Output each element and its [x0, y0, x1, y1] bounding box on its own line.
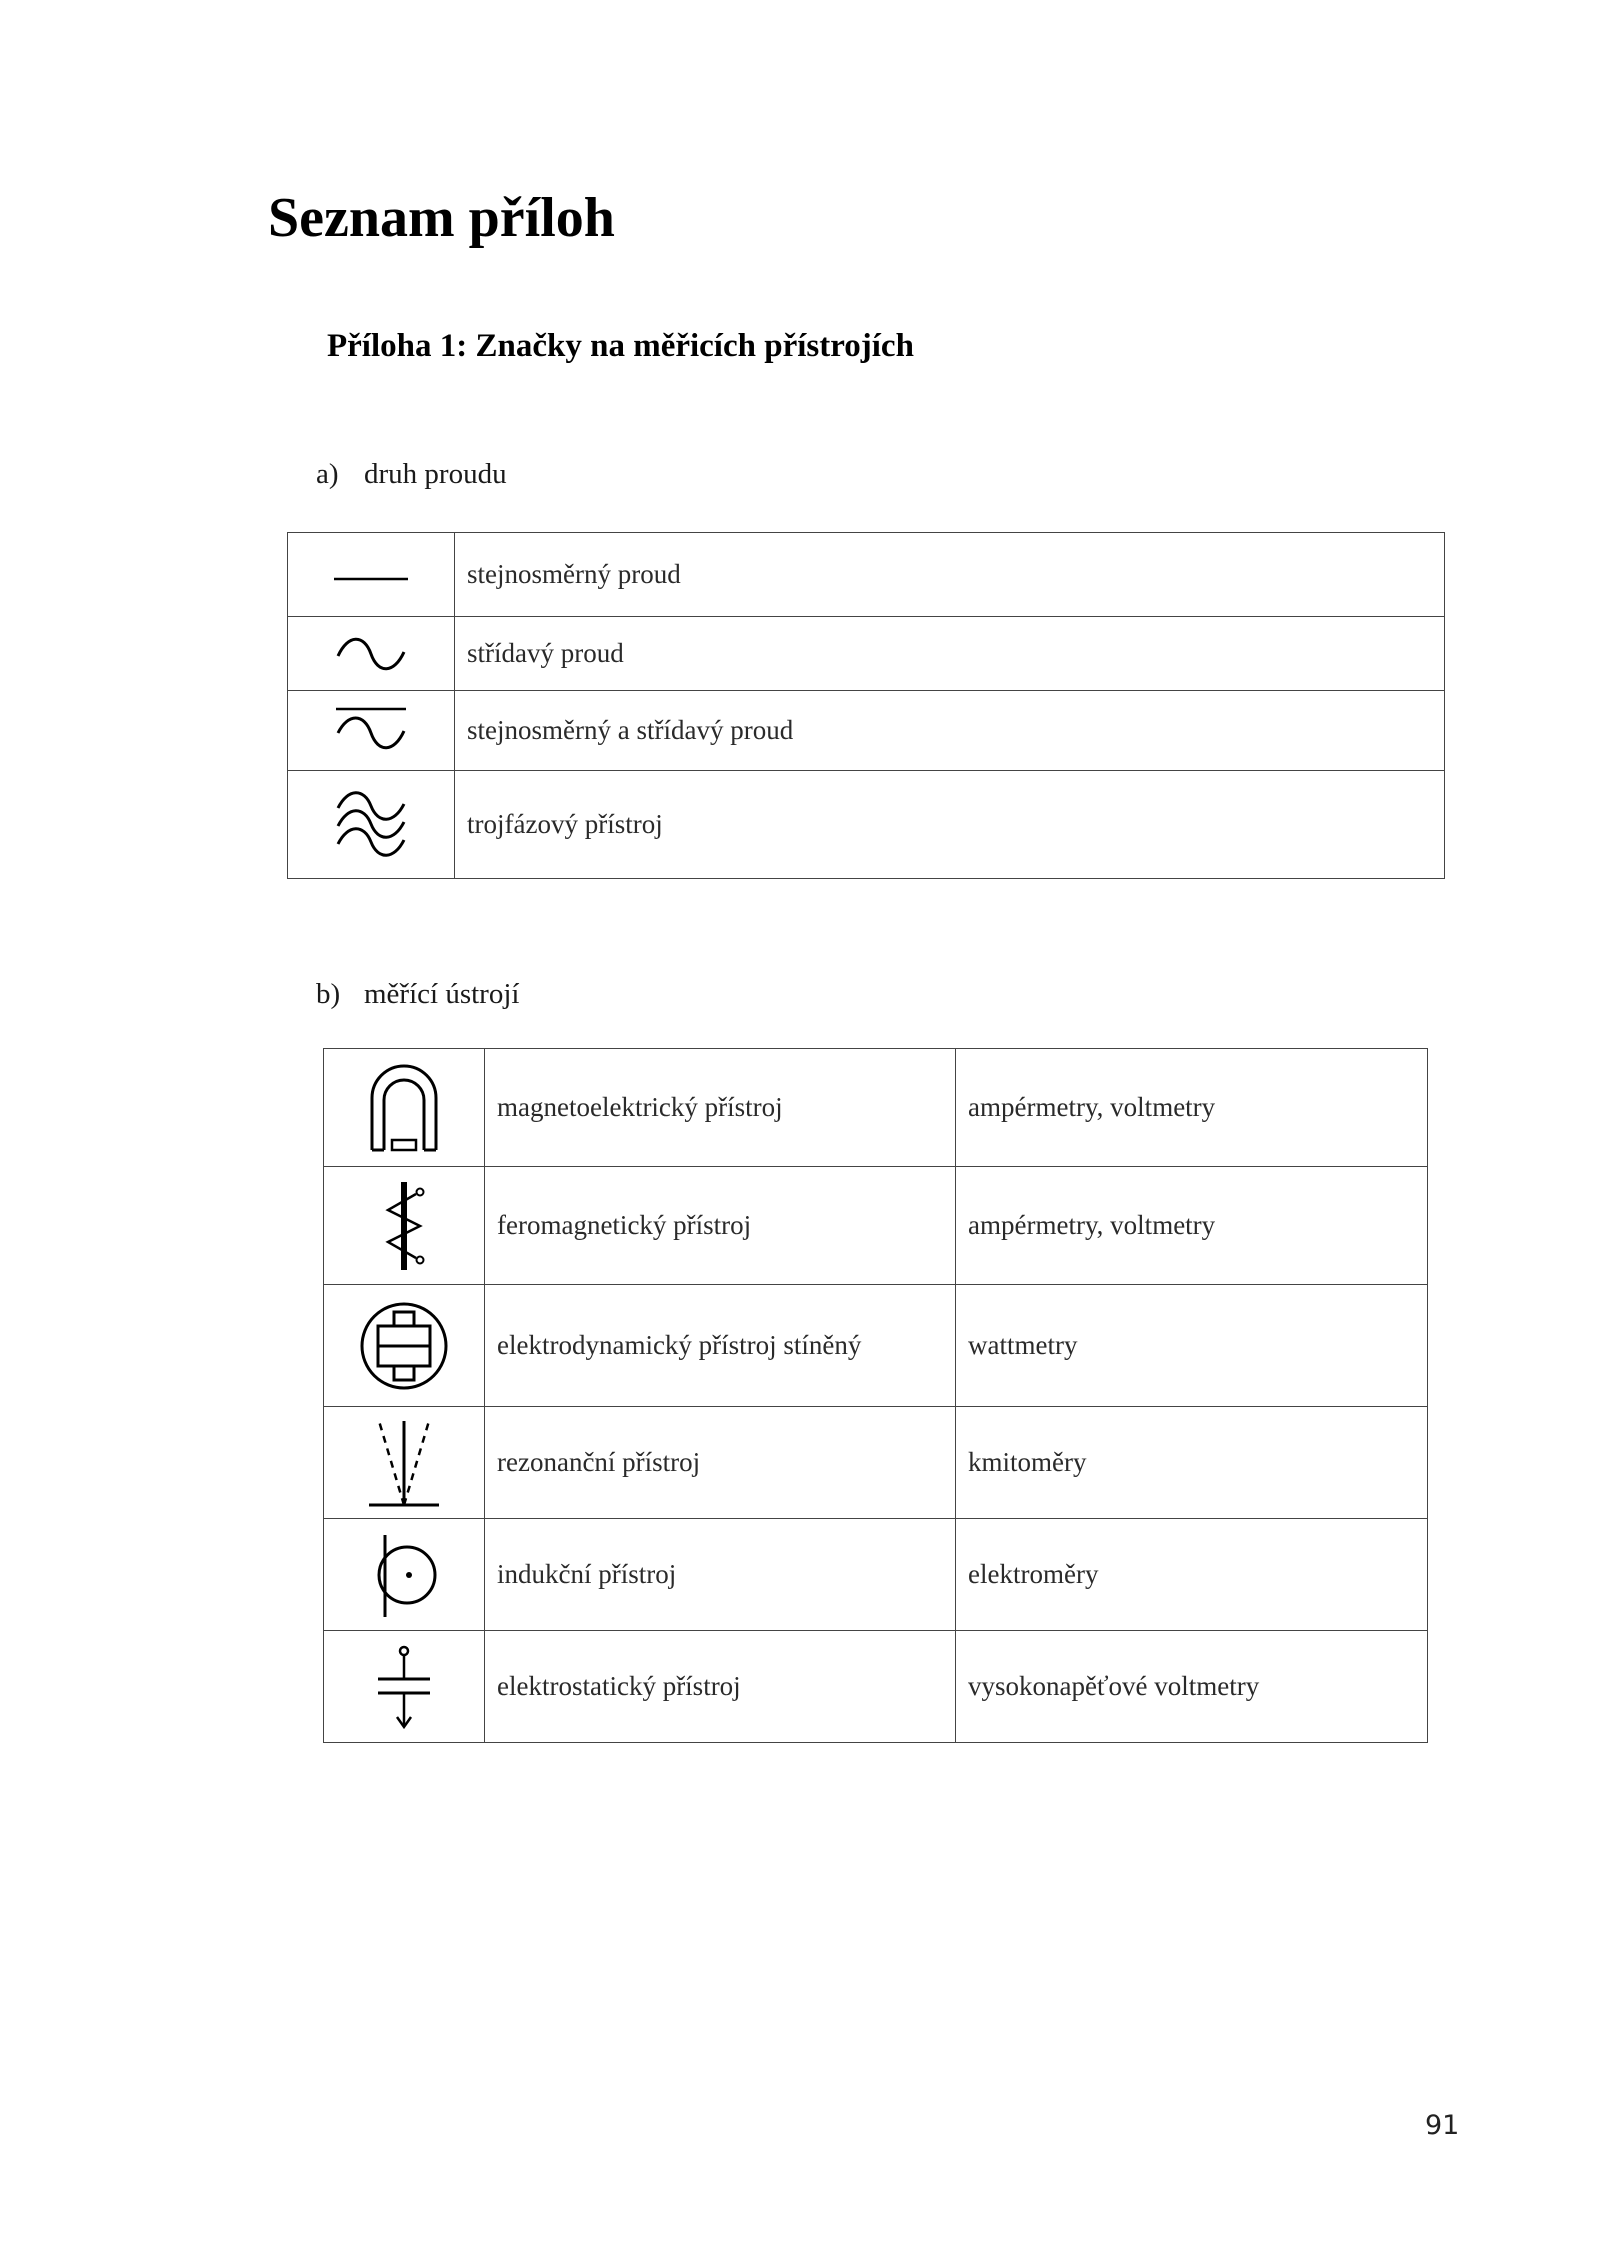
- section-b-label: [316, 980, 519, 1009]
- section-a-marker: a): [316, 458, 339, 490]
- dc-line-icon: [326, 555, 416, 595]
- section-b-marker: b): [316, 978, 341, 1010]
- mechanism-use: elektroměry: [956, 1519, 1428, 1631]
- symbol-cell: [324, 1167, 485, 1285]
- ferromagnetic-icon: [364, 1176, 444, 1276]
- mechanism-text: magnetoelektrický přístroj: [485, 1049, 956, 1167]
- induction-icon: [359, 1527, 449, 1623]
- table-row: [324, 1285, 1428, 1407]
- table-row: [324, 1631, 1428, 1743]
- symbol-cell: [324, 1631, 485, 1743]
- section-b-text: měřící ústrojí: [364, 978, 520, 1010]
- page-heading: Seznam příloh: [268, 187, 615, 249]
- symbol-cell: [324, 1407, 485, 1519]
- page-number: 91: [1425, 2110, 1460, 2141]
- appendix-heading: Příloha 1: Značky na měřicích přístrojích: [327, 328, 914, 364]
- electrostatic-icon: [364, 1639, 444, 1735]
- symbol-cell: [288, 771, 455, 879]
- section-a-label: [316, 460, 507, 489]
- mechanism-use: ampérmetry, voltmetry: [956, 1049, 1428, 1167]
- symbol-cell: [288, 617, 455, 691]
- table-row: [288, 617, 1445, 691]
- mechanism-text: feromagnetický přístroj: [485, 1167, 956, 1285]
- dc-ac-icon: [326, 699, 416, 763]
- symbol-cell: [324, 1049, 485, 1167]
- table-row: [324, 1049, 1428, 1167]
- table-row: [288, 771, 1445, 879]
- mechanism-text: indukční přístroj: [485, 1519, 956, 1631]
- current-type-text: trojfázový přístroj: [455, 771, 1445, 879]
- magnetoelectric-icon: [364, 1058, 444, 1158]
- mechanism-use: vysokonapěťové voltmetry: [956, 1631, 1428, 1743]
- electrodynamic-shielded-icon: [356, 1298, 452, 1394]
- symbol-cell: [288, 691, 455, 771]
- table-row: [288, 691, 1445, 771]
- current-type-text: střídavý proud: [455, 617, 1445, 691]
- mechanism-use: kmitoměry: [956, 1407, 1428, 1519]
- ac-sine-icon: [326, 626, 416, 682]
- current-type-text: stejnosměrný proud: [455, 533, 1445, 617]
- mechanism-use: ampérmetry, voltmetry: [956, 1167, 1428, 1285]
- current-type-table: [287, 532, 1445, 879]
- table-row: [324, 1167, 1428, 1285]
- table-row: [288, 533, 1445, 617]
- current-type-text: stejnosměrný a střídavý proud: [455, 691, 1445, 771]
- mechanism-text: elektrodynamický přístroj stíněný: [485, 1285, 956, 1407]
- symbol-cell: [324, 1519, 485, 1631]
- mechanism-use: wattmetry: [956, 1285, 1428, 1407]
- table-row: [324, 1407, 1428, 1519]
- mechanism-text: elektrostatický přístroj: [485, 1631, 956, 1743]
- table-row: [324, 1519, 1428, 1631]
- section-a-text: druh proudu: [364, 458, 507, 490]
- measuring-mechanism-table: [323, 1048, 1428, 1743]
- mechanism-text: rezonanční přístroj: [485, 1407, 956, 1519]
- three-phase-icon: [326, 780, 416, 870]
- symbol-cell: [288, 533, 455, 617]
- resonance-icon: [359, 1413, 449, 1513]
- symbol-cell: [324, 1285, 485, 1407]
